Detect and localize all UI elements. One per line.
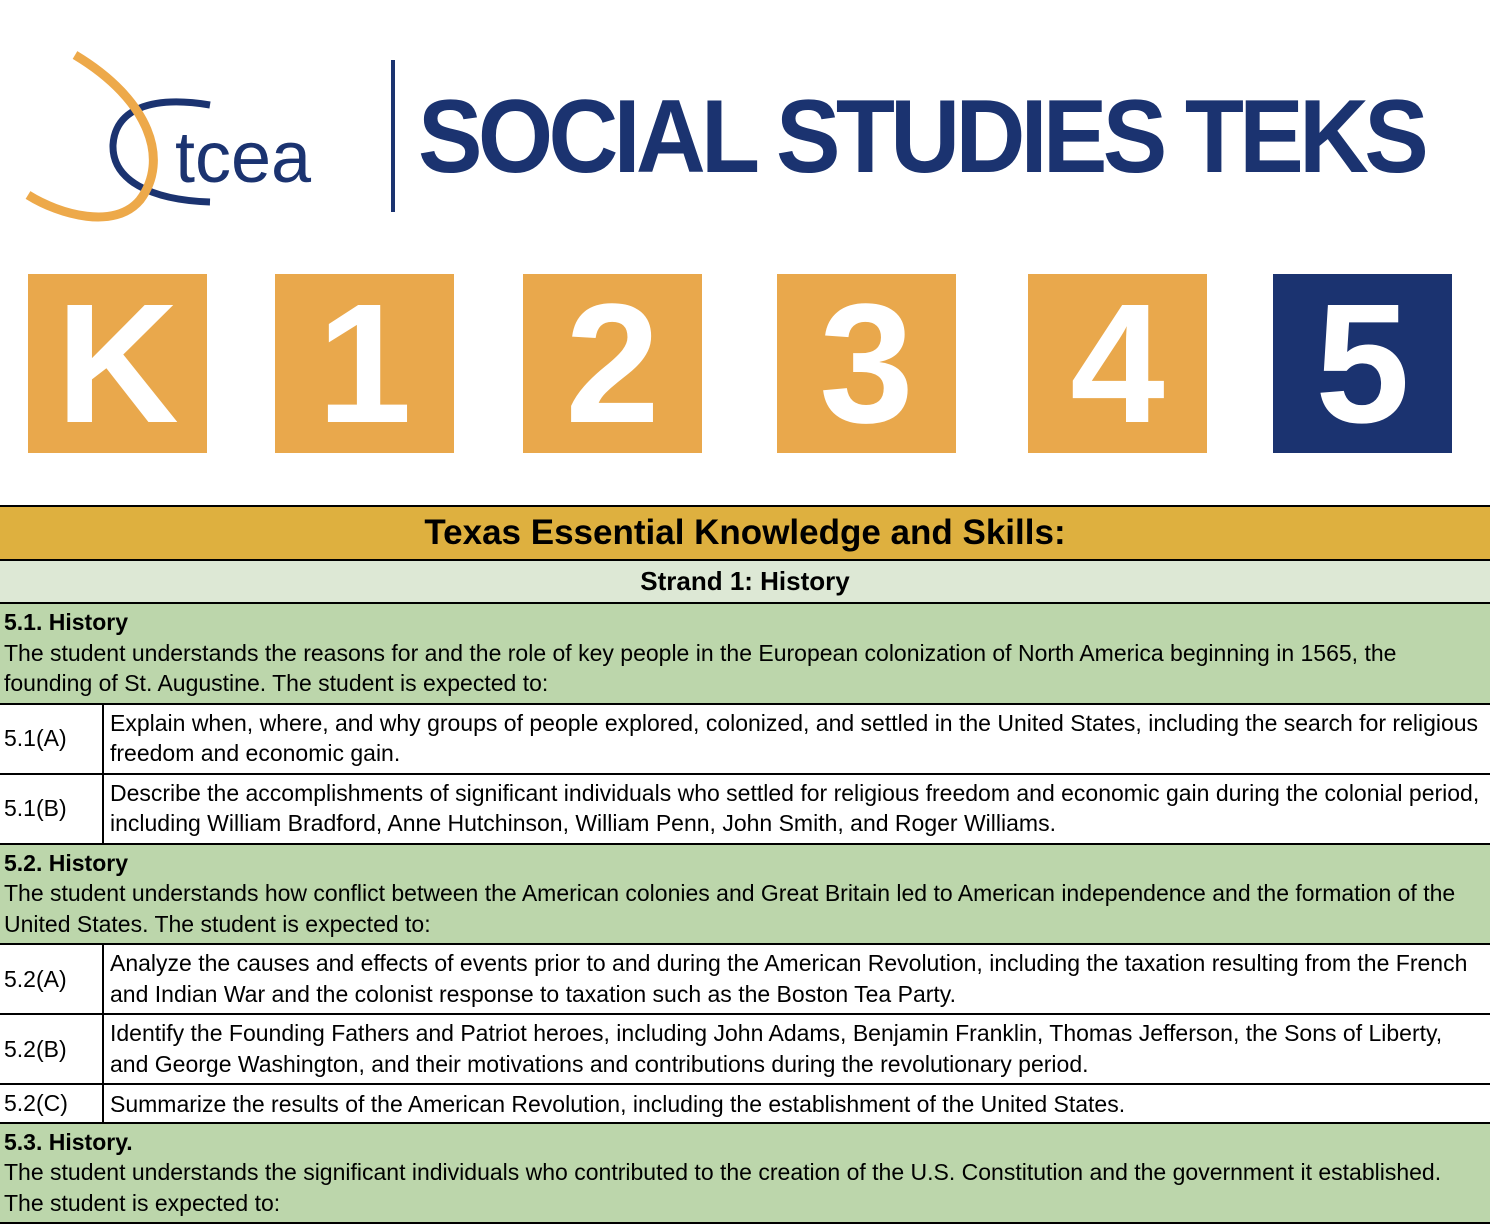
section-title: 5.2. History: [4, 848, 1486, 879]
table-row: [0, 775, 1490, 845]
grade-2-tile[interactable]: 2: [523, 274, 702, 453]
section-heading: [0, 845, 1490, 946]
section-text: The student understands the reasons for and the role of key people in the European colonization of North America beginning in 1565, the founding of St. Augustine. The student is expected to:: [4, 640, 1396, 697]
teks-code: 5.2(C): [0, 1085, 104, 1122]
page-title: SOCIAL STUDIES TEKS: [418, 78, 1424, 197]
svg-text:tcea: tcea: [175, 118, 312, 198]
teks-description: Analyze the causes and effects of events prior to and during the American Revolution, including the taxation resulting from the French and Indian War and the colonist response to taxation such as the Boston Tea Party.: [104, 945, 1490, 1013]
teks-code: 5.1(B): [0, 775, 104, 843]
teks-code: 5.2(A): [0, 945, 104, 1013]
tcea-logo: [20, 50, 380, 230]
teks-code: 5.2(B): [0, 1015, 104, 1083]
section-title: 5.1. History: [4, 607, 1486, 638]
table-row: [0, 705, 1490, 775]
section-text: The student understands the significant individuals who contributed to the creation of the U.S. Constitution and the government it established. The student is expected to:: [4, 1159, 1441, 1216]
section-title: 5.3. History.: [4, 1127, 1486, 1158]
grade-4-tile[interactable]: 4: [1028, 274, 1207, 453]
table-row: [0, 945, 1490, 1015]
section-heading: [0, 1124, 1490, 1224]
grade-3-tile[interactable]: 3: [777, 274, 956, 453]
teks-table: [0, 505, 1490, 1224]
grade-1-tile[interactable]: 1: [275, 274, 454, 453]
strand-heading: Strand 1: History: [0, 561, 1490, 604]
table-row: [0, 1085, 1490, 1124]
teks-description: Identify the Founding Fathers and Patriot heroes, including John Adams, Benjamin Franklin, Thomas Jefferson, the Sons of Liberty, and George Washington, and their motivations and contributions during the revolutionary period.: [104, 1015, 1490, 1083]
teks-description: Summarize the results of the American Revolution, including the establishment of the United States.: [104, 1085, 1490, 1122]
grade-k-tile[interactable]: K: [28, 274, 207, 453]
table-row: [0, 1015, 1490, 1085]
grade-5-tile[interactable]: 5: [1273, 274, 1452, 453]
teks-description: Explain when, where, and why groups of people explored, colonized, and settled in the United States, including the search for religious freedom and economic gain.: [104, 705, 1490, 773]
section-heading: [0, 604, 1490, 705]
section-text: The student understands how conflict between the American colonies and Great Britain led to American independence and the formation of the United States. The student is expected to:: [4, 880, 1455, 937]
logo-divider: [391, 60, 395, 212]
teks-code: 5.1(A): [0, 705, 104, 773]
table-header: Texas Essential Knowledge and Skills:: [0, 505, 1490, 561]
teks-description: Describe the accomplishments of significant individuals who settled for religious freedom and economic gain during the colonial period, including William Bradford, Anne Hutchinson, William Penn, John Smith, and Roger Williams.: [104, 775, 1490, 843]
